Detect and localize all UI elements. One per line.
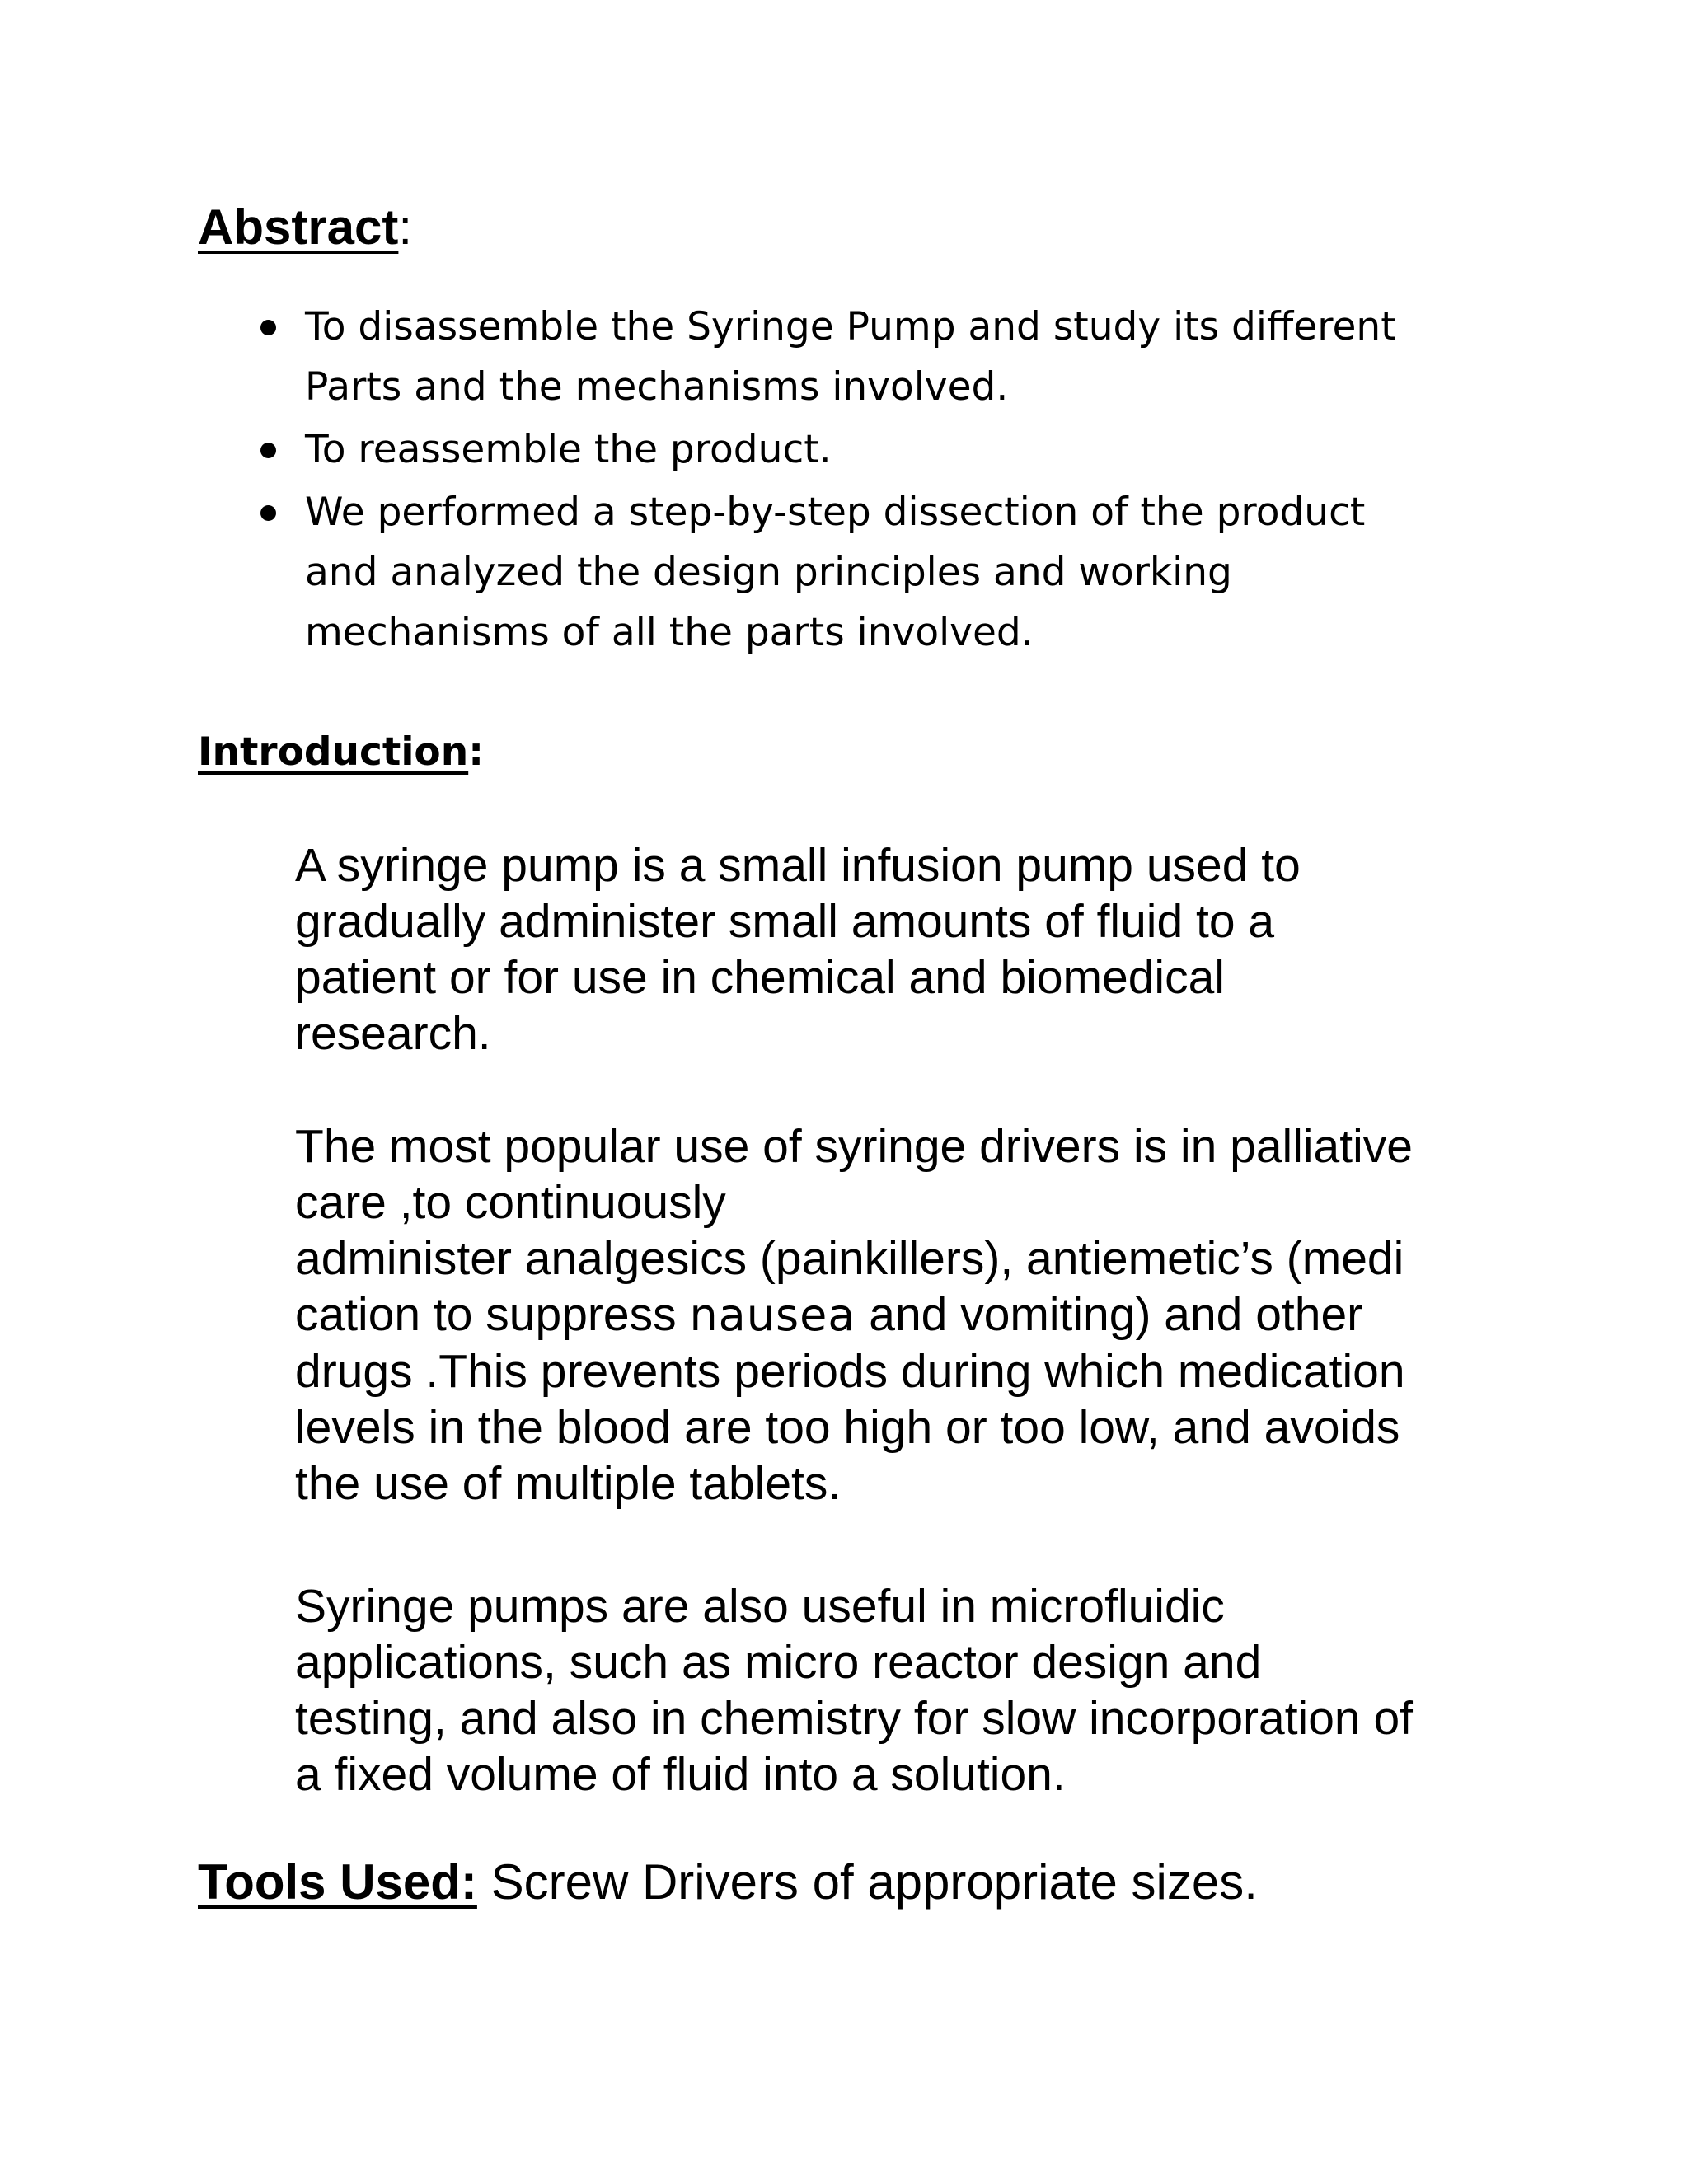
intro-paragraph-3 <box>295 1578 1490 1802</box>
paragraph-line: testing, and also in chemistry for slow incorporation of <box>295 1692 1413 1745</box>
paragraph-line: research. <box>295 1007 491 1060</box>
abstract-bullet-list <box>0 297 1688 665</box>
intro-paragraph-2 <box>295 1118 1490 1511</box>
introduction-heading <box>198 724 484 781</box>
bullet-dot-icon <box>260 505 276 521</box>
bullet-line: We performed a step-by-step dissection of the product <box>305 490 1366 535</box>
paragraph-line: applications, such as micro reactor design and <box>295 1636 1262 1689</box>
paragraph-text: cation to suppress <box>295 1288 690 1341</box>
abstract-heading <box>198 196 412 259</box>
bullet-line: To reassemble the product. <box>305 427 832 472</box>
paragraph-line: gradually administer small amounts of fluid to a <box>295 895 1275 948</box>
intro-paragraph-1 <box>295 837 1490 1062</box>
abstract-heading-colon: : <box>398 199 413 255</box>
bullet-line: Parts and the mechanisms involved. <box>305 364 1009 410</box>
paragraph-line: drugs .This prevents periods during which medication <box>295 1345 1405 1398</box>
paragraph-line: administer analgesics (painkillers), antiemetic’s (medi <box>295 1232 1404 1285</box>
bullet-line: To disassemble the Syringe Pump and study its different <box>305 304 1396 349</box>
paragraph-line <box>295 1286 1490 1343</box>
bullet-dot-icon <box>260 443 276 458</box>
paragraph-line: A syringe pump is a small infusion pump used to <box>295 839 1301 892</box>
tools-used <box>198 1851 1258 1914</box>
tools-used-label: Tools Used: <box>198 1854 477 1910</box>
introduction-heading-label: Introduction <box>198 729 469 775</box>
tools-used-text: Screw Drivers of appropriate sizes. <box>476 1854 1258 1910</box>
abstract-heading-label: Abstract <box>198 199 399 255</box>
paragraph-line: the use of multiple tablets. <box>295 1457 842 1510</box>
paragraph-line: levels in the blood are too high or too low, and avoids <box>295 1401 1400 1454</box>
bullet-dot-icon <box>260 320 276 335</box>
bullet-line: mechanisms of all the parts involved. <box>305 610 1034 655</box>
paragraph-line: care ,to continuously <box>295 1176 726 1229</box>
bullet-item <box>0 482 1525 663</box>
introduction-heading-colon: : <box>468 729 484 775</box>
bullet-item <box>0 297 1525 417</box>
paragraph-line: a fixed volume of fluid into a solution. <box>295 1748 1066 1801</box>
paragraph-line: Syringe pumps are also useful in microfluidic <box>295 1580 1225 1633</box>
bullet-line: and analyzed the design principles and working <box>305 550 1232 595</box>
nausea-word: nausea <box>689 1289 856 1341</box>
paragraph-line: patient or for use in chemical and biomedical <box>295 951 1225 1004</box>
paragraph-line: The most popular use of syringe drivers is in palliative <box>295 1120 1413 1173</box>
paragraph-text: and vomiting) and other <box>856 1288 1363 1341</box>
bullet-item <box>0 419 1525 480</box>
